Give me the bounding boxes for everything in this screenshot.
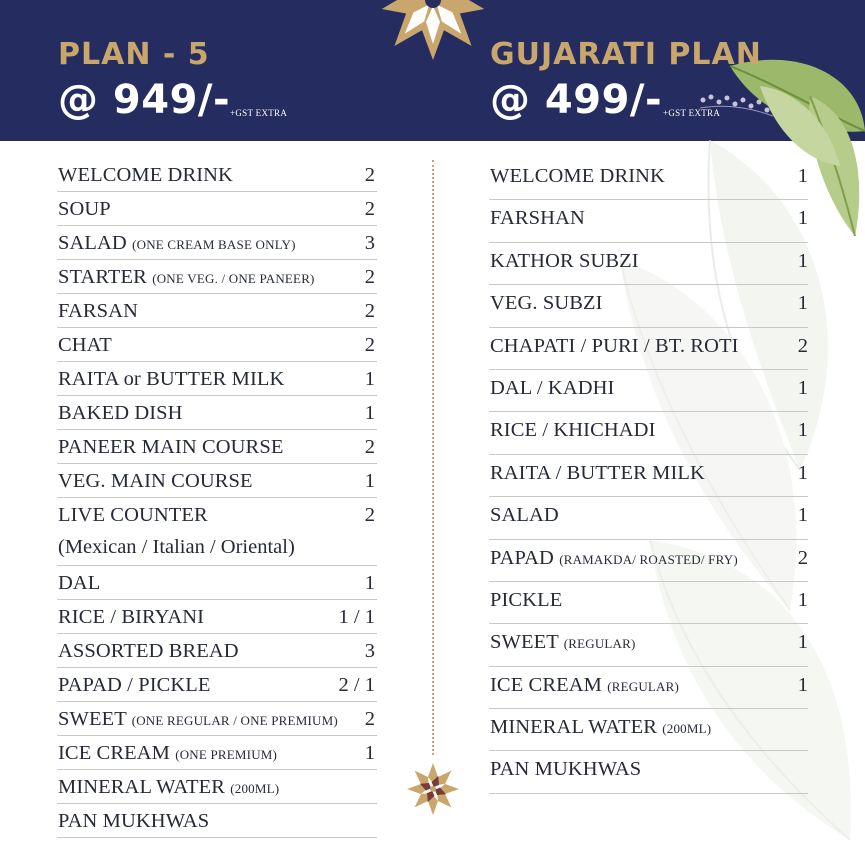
list-item (57, 702, 377, 736)
item-name: SALAD (58, 232, 127, 254)
dotted-divider (432, 160, 434, 755)
item-qty: 2 (797, 334, 808, 357)
item-qty: 1 (797, 165, 808, 187)
item-note: (RAMAKDA/ ROASTED/ FRY) (559, 551, 738, 567)
right-plan-menu-list (489, 158, 808, 794)
item-name: LIVE COUNTER (58, 504, 208, 526)
item-qty: 2 / 1 (338, 674, 375, 696)
left-plan-menu-list (57, 158, 377, 838)
item-qty: 2 (797, 546, 808, 569)
item-name: SWEET (490, 631, 559, 654)
list-item (57, 464, 377, 498)
item-qty: 1 (797, 249, 808, 272)
left-plan-title: PLAN - 5 (58, 37, 210, 72)
item-name: MINERAL WATER (490, 716, 658, 739)
list-item (489, 158, 808, 200)
item-qty: 1 (797, 419, 808, 442)
item-note: (ONE CREAM BASE ONLY) (132, 237, 296, 252)
item-name: ICE CREAM (490, 673, 602, 696)
list-item (57, 260, 377, 294)
list-item (489, 200, 808, 242)
item-qty: 1 / 1 (338, 606, 375, 628)
item-name: VEG. MAIN COURSE (58, 470, 253, 492)
item-name: STARTER (58, 266, 147, 288)
item-name: WELCOME DRINK (58, 164, 233, 186)
list-item (57, 226, 377, 260)
item-name: PAN MUKHWAS (490, 758, 642, 781)
item-note: (REGULAR) (607, 678, 680, 694)
left-plan-price: @ 949/- (58, 77, 231, 123)
list-item (57, 736, 377, 770)
list-item (489, 455, 808, 497)
mandala-ornament-icon (404, 760, 462, 818)
list-item (489, 497, 808, 539)
item-name: PAN MUKHWAS (58, 810, 210, 832)
list-item (489, 582, 808, 624)
right-plan-title: GUJARATI PLAN (490, 37, 762, 72)
left-gst-note: +GST EXTRA (230, 108, 288, 118)
item-qty: 1 (797, 588, 808, 611)
item-qty: 2 (364, 708, 375, 730)
item-name: WELCOME DRINK (490, 165, 665, 187)
item-name: RICE / KHICHADI (490, 419, 656, 442)
item-note: (ONE REGULAR / ONE PREMIUM) (131, 713, 338, 728)
item-name: CHAT (58, 334, 112, 356)
list-item (489, 412, 808, 454)
list-item (489, 709, 808, 751)
item-qty: 1 (797, 207, 808, 230)
item-note: (REGULAR) (563, 636, 636, 652)
item-name: PAPAD (490, 546, 554, 569)
item-qty: 1 (797, 631, 808, 654)
item-qty: 1 (797, 461, 808, 484)
item-name: FARSAN (58, 300, 138, 322)
item-name: PICKLE (490, 588, 563, 611)
item-name: CHAPATI / PURI / BT. ROTI (490, 334, 739, 357)
item-name: RICE / BIRYANI (58, 606, 205, 628)
item-name: SOUP (58, 198, 111, 220)
item-qty: 1 (364, 572, 375, 594)
item-name: DAL (58, 572, 101, 594)
list-item (57, 396, 377, 430)
item-note: (200ML) (230, 781, 280, 796)
item-qty: 2 (364, 198, 375, 220)
item-qty: 1 (797, 292, 808, 315)
item-qty: 1 (364, 470, 375, 492)
right-gst-note: +GST EXTRA (663, 108, 721, 118)
item-name: DAL / KADHI (490, 376, 615, 399)
item-name: PANEER MAIN COURSE (58, 436, 284, 458)
mandala-ornament-icon (368, 0, 498, 62)
list-item (57, 668, 377, 702)
item-name: FARSHAN (490, 207, 585, 230)
item-qty: 1 (364, 402, 375, 424)
item-subtext: (Mexican / Italian / Oriental) (58, 536, 295, 558)
list-item (57, 804, 377, 838)
item-qty: 2 (364, 504, 375, 526)
list-item (57, 362, 377, 396)
list-item (57, 430, 377, 464)
item-qty: 1 (797, 504, 808, 527)
item-name: RAITA / BUTTER MILK (490, 461, 705, 484)
item-name: MINERAL WATER (58, 776, 226, 798)
list-item (57, 192, 377, 226)
list-item (489, 285, 808, 327)
item-note: (ONE PREMIUM) (175, 747, 278, 762)
item-name: VEG. SUBZI (490, 292, 603, 315)
list-item (489, 667, 808, 709)
item-qty: 2 (364, 266, 375, 288)
list-item (489, 751, 808, 793)
list-item (57, 600, 377, 634)
right-plan-price: @ 499/- (490, 77, 663, 123)
item-qty: 2 (364, 334, 375, 356)
list-item (57, 634, 377, 668)
list-item (57, 158, 377, 192)
item-name: ICE CREAM (58, 742, 170, 764)
item-name: BAKED DISH (58, 402, 183, 424)
list-item (57, 328, 377, 362)
item-qty: 2 (364, 436, 375, 458)
item-name: RAITA or BUTTER MILK (58, 368, 285, 390)
list-item (57, 294, 377, 328)
item-qty: 1 (364, 368, 375, 390)
list-item (489, 540, 808, 582)
list-item (489, 370, 808, 412)
item-name: SALAD (490, 504, 559, 527)
item-qty: 1 (364, 742, 375, 764)
list-item (57, 770, 377, 804)
item-name: SWEET (58, 708, 127, 730)
list-item (57, 566, 377, 600)
item-qty: 1 (797, 673, 808, 696)
item-note: (ONE VEG. / ONE PANEER) (152, 271, 315, 286)
list-item (489, 624, 808, 666)
item-qty: 2 (364, 300, 375, 322)
list-item (57, 498, 377, 566)
item-name: PAPAD / PICKLE (58, 674, 211, 696)
item-name: KATHOR SUBZI (490, 249, 639, 272)
list-item (489, 243, 808, 285)
item-qty: 2 (364, 164, 375, 186)
item-qty: 1 (797, 376, 808, 399)
item-note: (200ML) (662, 721, 712, 737)
item-name: ASSORTED BREAD (58, 640, 239, 662)
item-qty: 3 (364, 232, 375, 254)
item-qty: 3 (364, 640, 375, 662)
list-item (489, 328, 808, 370)
